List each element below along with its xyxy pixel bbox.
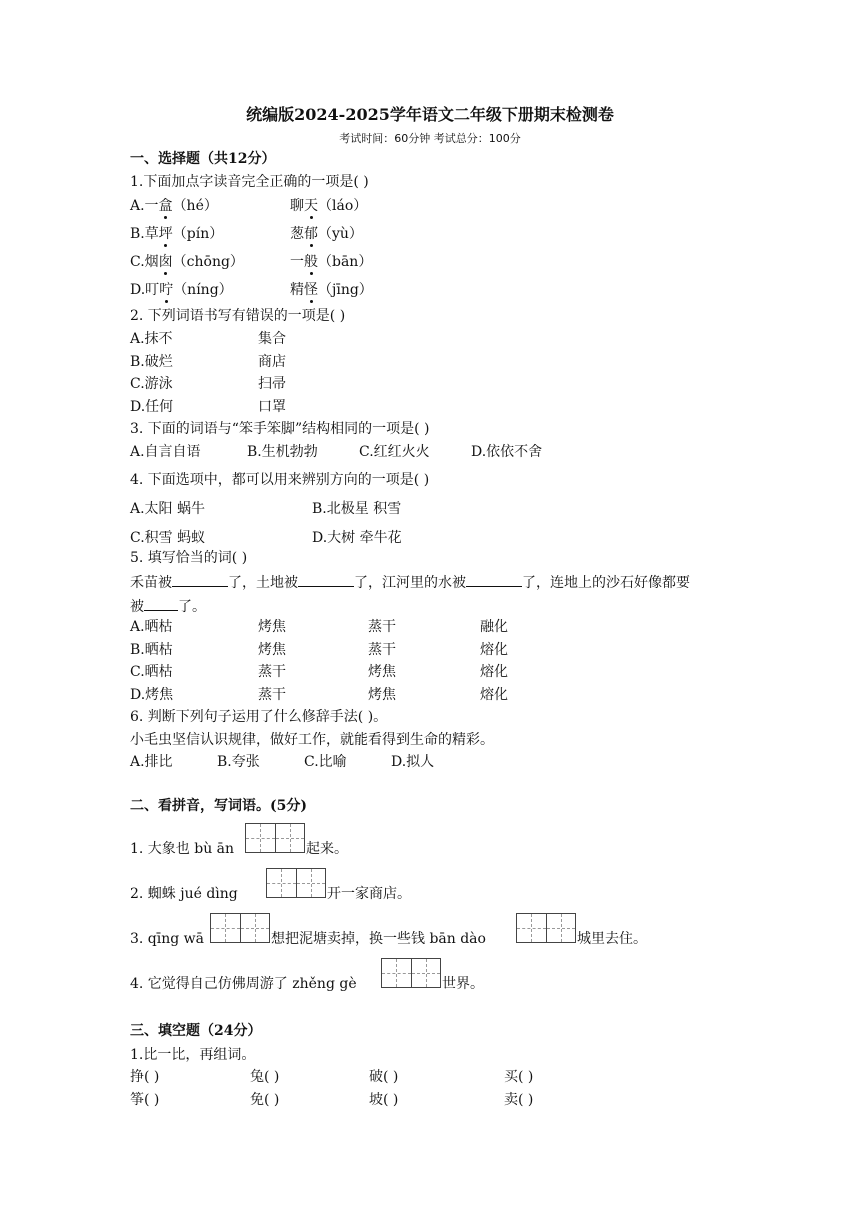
writing-grid[interactable] — [210, 913, 270, 943]
option-text: D.依依不舍 — [471, 444, 543, 460]
option-text: B.北极星 积雪 — [312, 501, 402, 517]
question-stem: 1.下面加点字读音完全正确的一项是( ) — [130, 174, 369, 190]
option-text: D.大树 牵牛花 — [312, 530, 402, 546]
option-text: 集合 — [258, 331, 286, 347]
option-text: 蒸干 — [368, 642, 396, 658]
option-b1: B.草坪（pín） — [130, 226, 224, 242]
option-text: 商店 — [258, 354, 286, 370]
pinyin-item: 3. qīng wā — [130, 931, 205, 947]
option-text: B.生机勃勃 — [247, 444, 318, 460]
option-text: A.自言自语 — [130, 444, 201, 460]
option-text: 扫帚 — [258, 376, 286, 392]
option-text: C.积雪 蚂蚁 — [130, 530, 206, 546]
fill-sentence-line2: 被 了。 — [130, 596, 206, 616]
compare-item: 挣( ) — [130, 1069, 160, 1085]
option-text: D.拟人 — [391, 754, 435, 770]
compare-item: 免( ) — [250, 1092, 280, 1108]
question-stem: 5. 填写恰当的词( ) — [130, 550, 248, 566]
option-text: 熔化 — [480, 687, 508, 703]
writing-grid[interactable] — [245, 823, 305, 853]
option-a2: 聊天（láo） — [290, 198, 368, 214]
option-text: C.比喻 — [304, 754, 347, 770]
compare-item: 坡( ) — [369, 1092, 399, 1108]
option-text: 融化 — [480, 619, 508, 635]
writing-grid[interactable] — [381, 958, 441, 988]
writing-grid[interactable] — [266, 868, 326, 898]
fill-sentence-line1: 禾苗被 了，土地被 了，江河里的水被 了，连地上的沙石好像都要 — [130, 572, 690, 592]
section-heading: 一、选择题（共12分） — [130, 151, 276, 167]
answer-blank[interactable] — [144, 596, 178, 611]
pinyin-item: 开一家商店。 — [327, 886, 411, 902]
option-b2: 葱郁（yù） — [290, 226, 363, 242]
question-stem: 2. 下列词语书写有错误的一项是( ) — [130, 308, 346, 324]
question-stem: 4. 下面选项中，都可以用来辨别方向的一项是( ) — [130, 472, 430, 488]
compare-item: 筝( ) — [130, 1092, 160, 1108]
question-stem: 6. 判断下列句子运用了什么修辞手法( )。 — [130, 709, 388, 725]
option-text: 蒸干 — [368, 619, 396, 635]
option-text: D.任何 — [130, 399, 174, 415]
option-text: 蒸干 — [258, 664, 286, 680]
question-stem: 1.比一比，再组词。 — [130, 1047, 256, 1063]
exam-subtitle: 考试时间：60分钟 考试总分：100分 — [339, 132, 521, 145]
writing-grid[interactable] — [516, 913, 576, 943]
pinyin-item: 1. 大象也 bù ān — [130, 841, 235, 857]
pinyin-item: 世界。 — [442, 976, 484, 992]
section-heading: 二、看拼音，写词语。(5分) — [130, 798, 307, 814]
option-d1: D.叮咛（níng） — [130, 282, 233, 298]
pinyin-item: 想把泥塘卖掉，换一些钱 bān dào — [271, 931, 486, 947]
pinyin-item: 2. 蜘蛛 jué dìng — [130, 886, 238, 902]
option-text: 熔化 — [480, 642, 508, 658]
section-heading: 三、填空题（24分） — [130, 1023, 262, 1039]
option-text: B.破烂 — [130, 354, 173, 370]
option-text: A.排比 — [130, 754, 173, 770]
option-text: B.晒枯 — [130, 642, 173, 658]
option-text: 烤焦 — [258, 642, 286, 658]
question-stem: 3. 下面的词语与“笨手笨脚”结构相同的一项是( ) — [130, 421, 430, 437]
answer-blank[interactable] — [298, 572, 354, 587]
option-a1: A.一盒（hé） — [130, 198, 218, 214]
option-d2: 精怪（jīng） — [290, 282, 373, 298]
option-text: A.晒枯 — [130, 619, 173, 635]
pinyin-item: 城里去住。 — [577, 931, 647, 947]
option-text: C.红红火火 — [359, 444, 430, 460]
compare-item: 卖( ) — [504, 1092, 534, 1108]
option-text: 烤焦 — [258, 619, 286, 635]
option-text: 熔化 — [480, 664, 508, 680]
option-c1: C.烟囱（chōng） — [130, 254, 244, 270]
compare-item: 买( ) — [504, 1069, 534, 1085]
option-text: D.烤焦 — [130, 687, 174, 703]
answer-blank[interactable] — [172, 572, 228, 587]
pinyin-item: 起来。 — [306, 841, 348, 857]
option-text: A.太阳 蜗牛 — [130, 501, 206, 517]
question-sentence: 小毛虫坚信认识规律，做好工作，就能看得到生命的精彩。 — [130, 732, 494, 748]
option-text: C.晒枯 — [130, 664, 173, 680]
option-c2: 一般（bān） — [290, 254, 373, 270]
compare-item: 兔( ) — [250, 1069, 280, 1085]
option-text: A.抹不 — [130, 331, 173, 347]
compare-item: 破( ) — [369, 1069, 399, 1085]
option-text: B.夸张 — [217, 754, 260, 770]
option-text: 蒸干 — [258, 687, 286, 703]
option-text: 口罩 — [258, 399, 286, 415]
option-text: 烤焦 — [368, 664, 396, 680]
exam-title: 统编版2024-2025学年语文二年级下册期末检测卷 — [246, 105, 614, 124]
pinyin-item: 4. 它觉得自己仿佛周游了 zhěng gè — [130, 976, 357, 992]
option-text: 烤焦 — [368, 687, 396, 703]
option-text: C.游泳 — [130, 376, 173, 392]
answer-blank[interactable] — [466, 572, 522, 587]
